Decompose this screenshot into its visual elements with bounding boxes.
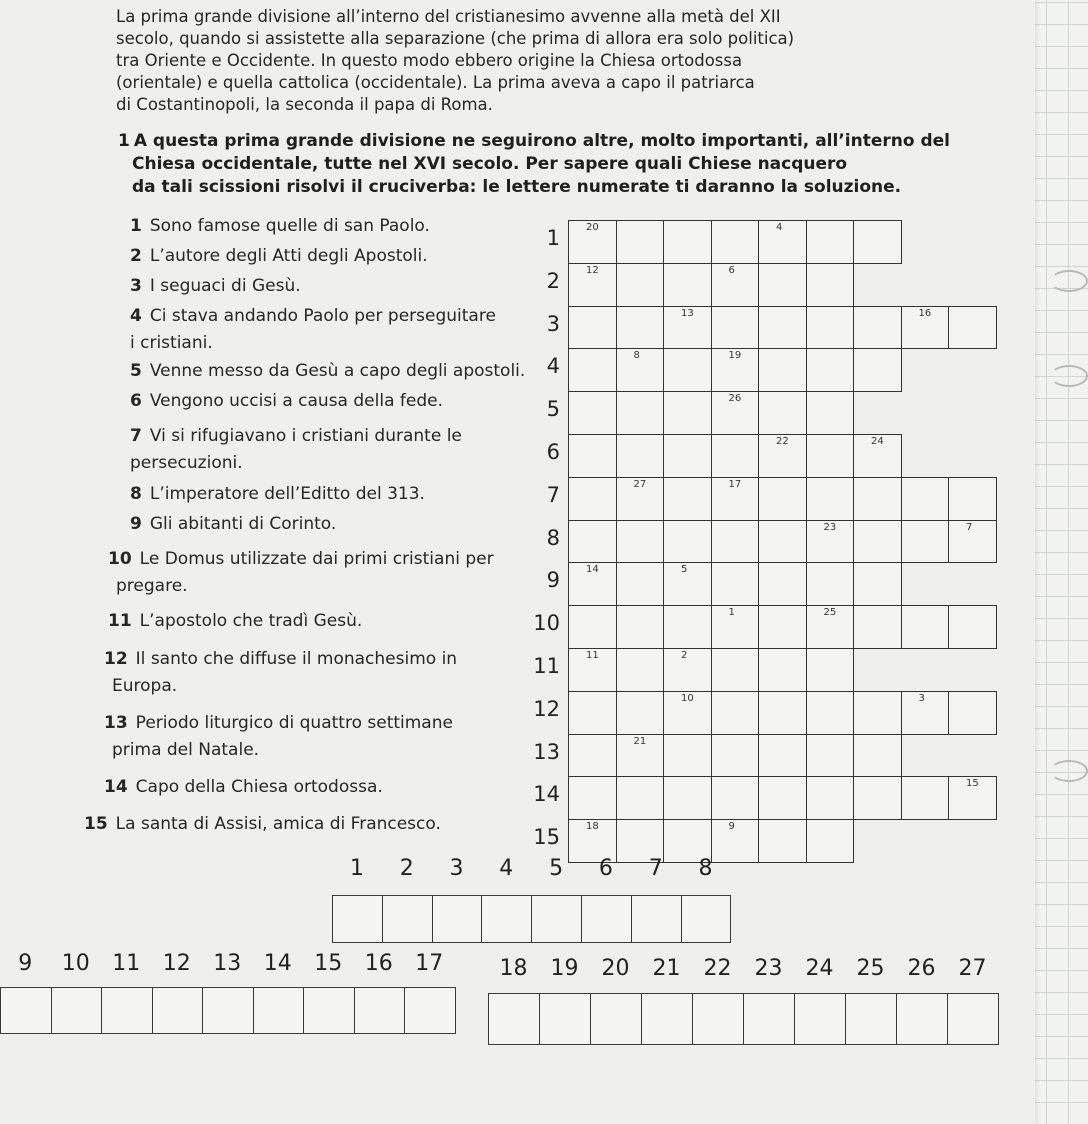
solution-word2-number: 9 — [18, 951, 33, 976]
solution-word1-box[interactable] — [631, 895, 682, 943]
crossword-cell[interactable] — [568, 391, 617, 435]
crossword-cell[interactable] — [758, 562, 807, 606]
crossword-cell[interactable] — [568, 520, 617, 564]
clue-text: Periodo liturgico di quattro settimane — [135, 713, 453, 733]
crossword-cell[interactable] — [616, 263, 665, 307]
notebook-spiral-ring — [1050, 760, 1088, 782]
clue-11 — [108, 610, 362, 633]
clue-12-cont: Europa. — [112, 676, 178, 696]
clue-number: 2 — [130, 246, 142, 266]
cell-letter-index: 21 — [633, 735, 647, 747]
crossword-cell[interactable] — [853, 520, 902, 564]
crossword-cell[interactable] — [663, 605, 712, 649]
solution-word3-number: 25 — [856, 956, 885, 981]
clue-text: L’imperatore dell’Editto del 313. — [149, 484, 425, 504]
crossword-cell[interactable] — [758, 734, 807, 778]
grid-row-number: 7 — [546, 482, 560, 507]
crossword-cell[interactable] — [663, 477, 712, 521]
cell-letter-index: 20 — [586, 222, 599, 233]
crossword-cell[interactable] — [663, 434, 712, 478]
clue-text: Venne messo da Gesù a capo degli apostoli. — [149, 361, 526, 381]
crossword-cell[interactable] — [758, 819, 807, 863]
solution-word1-box[interactable] — [481, 895, 532, 943]
grid-row-number: 13 — [533, 739, 560, 764]
cell-letter-index: 15 — [966, 778, 979, 790]
solution-word1-box[interactable] — [531, 895, 582, 943]
clue-4-cont: i cristiani. — [130, 333, 213, 353]
clue-number: 12 — [104, 649, 128, 669]
cell-letter-index: 9 — [728, 821, 735, 833]
cell-letter-index: 8 — [633, 350, 640, 362]
crossword-cell[interactable] — [853, 306, 902, 350]
crossword-cell[interactable] — [806, 648, 855, 692]
grid-row-number: 5 — [546, 397, 560, 422]
clue-13-cont: prima del Natale. — [112, 740, 260, 760]
cell-letter-index: 12 — [586, 264, 599, 276]
solution-word1-number: 5 — [549, 856, 564, 881]
crossword-cell[interactable] — [806, 391, 855, 435]
solution-word1-box[interactable] — [382, 895, 433, 943]
cell-letter-index: 5 — [681, 564, 688, 576]
crossword-cell[interactable] — [711, 734, 760, 778]
solution-word1-number: 3 — [449, 856, 464, 881]
crossword-cell[interactable] — [853, 220, 902, 264]
solution-word1-number: 6 — [598, 856, 613, 881]
clue-7-cont: persecuzioni. — [130, 453, 243, 473]
clue-number: 6 — [130, 391, 142, 411]
clue-6 — [130, 390, 443, 413]
crossword-cell[interactable] — [948, 691, 997, 735]
exercise-instructions — [118, 130, 988, 199]
solution-word3-box[interactable] — [743, 993, 795, 1045]
crossword-cell[interactable] — [853, 605, 902, 649]
solution-word3-number: 19 — [550, 956, 579, 981]
crossword-cell[interactable] — [758, 306, 807, 350]
cell-letter-index: 25 — [823, 607, 837, 619]
crossword-cell[interactable] — [758, 520, 807, 564]
intro-line: La prima grande divisione all’interno del cristianesimo avvenne alla metà del XII — [116, 7, 781, 26]
grid-row-number: 6 — [546, 440, 560, 464]
crossword-cell[interactable] — [616, 434, 665, 478]
clue-9 — [130, 513, 336, 536]
clue-number: 11 — [108, 611, 132, 631]
crossword-cell[interactable] — [568, 605, 617, 649]
grid-row-number: 4 — [546, 354, 560, 379]
solution-word3-number: 21 — [652, 956, 681, 981]
solution-word1-number: 7 — [648, 856, 663, 881]
crossword-cell[interactable] — [758, 263, 807, 307]
cell-letter-index: 11 — [586, 650, 599, 661]
crossword-cell[interactable] — [901, 520, 950, 564]
clue-text: Vengono uccisi a causa della fede. — [149, 391, 443, 411]
solution-word3-box[interactable] — [896, 993, 948, 1045]
crossword-cell[interactable] — [853, 691, 902, 735]
clue-1 — [130, 215, 430, 238]
cell-letter-index: 17 — [728, 478, 742, 490]
solution-word3-number: 24 — [805, 956, 834, 981]
solution-word2-number: 16 — [364, 951, 393, 976]
clue-number: 13 — [104, 713, 128, 733]
solution-word1-box[interactable] — [432, 895, 483, 943]
solution-word1-number: 4 — [499, 856, 514, 881]
clue-12 — [104, 648, 457, 671]
crossword-cell[interactable] — [663, 348, 712, 392]
cell-letter-index: 1 — [728, 607, 735, 619]
cell-letter-index: 13 — [681, 307, 694, 319]
cell-letter-index: 10 — [681, 692, 694, 704]
crossword-cell[interactable] — [616, 306, 665, 350]
cell-letter-index: 19 — [728, 350, 742, 362]
solution-word3-box[interactable] — [641, 993, 693, 1045]
crossword-cell[interactable] — [758, 648, 807, 692]
crossword-cell[interactable] — [616, 220, 665, 264]
exercise-number: 1 — [118, 131, 130, 151]
clue-text: I seguaci di Gesù. — [149, 276, 301, 296]
solution-word2-box[interactable] — [253, 987, 305, 1034]
intro-line: tra Oriente e Occidente. In questo modo ebbero origine la Chiesa ortodossa — [116, 51, 743, 70]
cell-letter-index: 4 — [776, 222, 783, 233]
crossword-cell[interactable] — [758, 691, 807, 735]
solution-word2-box[interactable] — [303, 987, 355, 1034]
crossword-cell[interactable] — [568, 691, 617, 735]
clue-10-cont: pregare. — [116, 576, 188, 596]
cell-letter-index: 16 — [918, 307, 932, 319]
solution-word3-number: 22 — [703, 956, 732, 981]
solution-word1-number: 1 — [349, 856, 364, 881]
crossword-cell[interactable] — [711, 648, 760, 692]
crossword-cell[interactable] — [806, 434, 855, 478]
clue-text: Capo della Chiesa ortodossa. — [135, 777, 383, 797]
crossword-cell[interactable] — [758, 391, 807, 435]
clue-number: 1 — [130, 216, 142, 236]
intro-line: secolo, quando si assistette alla separazione (che prima di allora era solo politica) — [116, 29, 795, 48]
clue-text: Sono famose quelle di san Paolo. — [149, 216, 430, 236]
clue-13 — [104, 712, 453, 735]
crossword-cell[interactable] — [806, 819, 855, 863]
crossword-cell[interactable] — [616, 648, 665, 692]
solution-word2-box[interactable] — [404, 987, 456, 1034]
cell-letter-index: 6 — [728, 264, 735, 276]
crossword-cell[interactable] — [616, 562, 665, 606]
solution-word2-box[interactable] — [354, 987, 406, 1034]
clue-number: 9 — [130, 514, 142, 534]
cell-letter-index: 14 — [586, 564, 599, 576]
crossword-cell[interactable] — [616, 391, 665, 435]
solution-word2-box[interactable] — [101, 987, 153, 1034]
intro-line: di Costantinopoli, la seconda il papa di Roma. — [116, 95, 493, 114]
clue-number: 3 — [130, 276, 142, 296]
grid-row-number: 8 — [546, 525, 560, 550]
cell-letter-index: 3 — [918, 692, 925, 704]
crossword-cell[interactable] — [948, 306, 997, 350]
cell-letter-index: 26 — [728, 393, 742, 405]
clue-2 — [130, 245, 428, 268]
clue-text: Gli abitanti di Corinto. — [149, 514, 337, 534]
crossword-cell[interactable] — [711, 220, 760, 264]
solution-word2-box[interactable] — [152, 987, 204, 1034]
crossword-cell[interactable] — [568, 734, 617, 778]
crossword-cell[interactable] — [663, 220, 712, 264]
crossword-cell[interactable] — [806, 734, 855, 778]
clue-number: 15 — [84, 814, 108, 834]
notebook-spiral-ring — [1050, 365, 1088, 387]
intro-paragraph — [116, 6, 956, 116]
solution-word3-box[interactable] — [539, 993, 591, 1045]
crossword-cell[interactable] — [806, 691, 855, 735]
grid-row-number: 3 — [546, 311, 560, 336]
crossword-cell[interactable] — [806, 776, 855, 820]
clue-number: 10 — [108, 549, 132, 569]
clue-8 — [130, 483, 425, 506]
clue-5 — [130, 360, 525, 383]
solution-word3-box[interactable] — [845, 993, 897, 1045]
clue-number: 14 — [104, 777, 128, 797]
crossword-cell[interactable] — [711, 520, 760, 564]
solution-word1-number: 2 — [399, 856, 414, 881]
clue-text: L’apostolo che tradì Gesù. — [139, 611, 363, 631]
solution-word3-box[interactable] — [488, 993, 540, 1045]
crossword-cell[interactable] — [853, 348, 902, 392]
solution-word2-box[interactable] — [0, 987, 52, 1034]
solution-word2-box[interactable] — [202, 987, 254, 1034]
clue-text: L’autore degli Atti degli Apostoli. — [149, 246, 428, 266]
clue-number: 8 — [130, 484, 142, 504]
solution-word2-number: 10 — [61, 951, 90, 976]
crossword-cell[interactable] — [901, 477, 950, 521]
clue-15 — [84, 813, 441, 836]
crossword-cell[interactable] — [711, 691, 760, 735]
clue-4 — [130, 305, 496, 328]
solution-word3-box[interactable] — [692, 993, 744, 1045]
solution-word3-box[interactable] — [947, 993, 999, 1045]
crossword-cell[interactable] — [806, 348, 855, 392]
crossword-cell[interactable] — [663, 734, 712, 778]
clue-text: La santa di Assisi, amica di Francesco. — [115, 814, 441, 834]
crossword-cell[interactable] — [758, 776, 807, 820]
solution-word3-number: 27 — [958, 956, 987, 981]
grid-row-number: 15 — [533, 825, 560, 850]
grid-row-number: 9 — [546, 568, 560, 593]
cell-letter-index: 18 — [586, 821, 599, 833]
exercise-line: A questa prima grande divisione ne seguirono altre, molto importanti, all’interno del — [133, 131, 950, 151]
crossword-cell[interactable] — [616, 605, 665, 649]
crossword-cell[interactable] — [663, 776, 712, 820]
crossword-cell[interactable] — [853, 477, 902, 521]
crossword-cell[interactable] — [711, 306, 760, 350]
grid-row-number: 12 — [533, 696, 560, 721]
intro-line: (orientale) e quella cattolica (occidentale). La prima aveva a capo il patriarca — [116, 73, 755, 92]
crossword-cell[interactable] — [806, 263, 855, 307]
solution-word2-number: 13 — [213, 951, 242, 976]
crossword-cell[interactable] — [568, 776, 617, 820]
clue-14 — [104, 776, 383, 799]
crossword-cell[interactable] — [711, 434, 760, 478]
solution-word3-box[interactable] — [590, 993, 642, 1045]
crossword-cell[interactable] — [853, 562, 902, 606]
clue-7 — [130, 425, 462, 448]
grid-row-number: 2 — [546, 268, 560, 293]
crossword-cell[interactable] — [806, 306, 855, 350]
solution-word3-number: 26 — [907, 956, 936, 981]
clue-number: 4 — [130, 306, 142, 326]
cell-letter-index: 27 — [633, 478, 647, 490]
solution-word1-number: 8 — [698, 856, 713, 881]
crossword-cell[interactable] — [711, 776, 760, 820]
cell-letter-index: 24 — [871, 436, 884, 447]
crossword-cell[interactable] — [853, 734, 902, 778]
solution-word2-box[interactable] — [51, 987, 103, 1034]
clue-10 — [108, 548, 494, 571]
clue-number: 7 — [130, 426, 142, 446]
solution-word3-box[interactable] — [794, 993, 846, 1045]
crossword-cell[interactable] — [568, 306, 617, 350]
solution-word2-number: 12 — [162, 951, 191, 976]
crossword-cell[interactable] — [616, 520, 665, 564]
clue-text: Ci stava andando Paolo per perseguitare — [149, 306, 496, 326]
solution-word3-number: 20 — [601, 956, 630, 981]
clue-text: Il santo che diffuse il monachesimo in — [135, 649, 458, 669]
clue-3 — [130, 275, 301, 298]
grid-row-number: 1 — [546, 226, 560, 250]
crossword-cell[interactable] — [758, 605, 807, 649]
cell-letter-index: 22 — [776, 436, 789, 447]
exercise-line: da tali scissioni risolvi il cruciverba: le lettere numerate ti daranno la soluzione. — [132, 177, 902, 197]
cell-letter-index: 23 — [823, 521, 837, 533]
crossword-cell[interactable] — [806, 477, 855, 521]
clue-text: Vi si rifugiavano i cristiani durante le — [149, 426, 462, 446]
crossword-cell[interactable] — [616, 776, 665, 820]
solution-word2-number: 14 — [263, 951, 292, 976]
solution-word3-number: 23 — [754, 956, 783, 981]
crossword-cell[interactable] — [948, 477, 997, 521]
grid-row-number: 14 — [533, 782, 560, 807]
notebook-spiral-ring — [1050, 270, 1088, 292]
crossword-cell[interactable] — [806, 562, 855, 606]
solution-word2-number: 11 — [112, 951, 141, 976]
solution-word1-box[interactable] — [681, 895, 732, 943]
cell-letter-index: 2 — [681, 650, 688, 661]
crossword-cell[interactable] — [663, 391, 712, 435]
crossword-cell[interactable] — [663, 263, 712, 307]
grid-row-number: 11 — [533, 654, 560, 678]
crossword-cell[interactable] — [568, 434, 617, 478]
solution-word2-number: 17 — [415, 951, 444, 976]
cell-letter-index: 7 — [966, 521, 973, 533]
solution-word3-number: 18 — [499, 956, 528, 981]
crossword-cell[interactable] — [901, 605, 950, 649]
clue-text: Le Domus utilizzate dai primi cristiani per — [139, 549, 494, 569]
crossword-cell[interactable] — [758, 348, 807, 392]
solution-word2-number: 15 — [314, 951, 343, 976]
exercise-line: Chiesa occidentale, tutte nel XVI secolo. Per sapere quali Chiese nacquero — [132, 154, 848, 174]
crossword-cell[interactable] — [616, 691, 665, 735]
crossword-cell[interactable] — [901, 776, 950, 820]
crossword-cell[interactable] — [758, 477, 807, 521]
grid-row-number: 10 — [533, 611, 560, 636]
crossword-cell[interactable] — [853, 776, 902, 820]
solution-word1-box[interactable] — [581, 895, 632, 943]
clue-number: 5 — [130, 361, 142, 381]
solution-word1-box[interactable] — [332, 895, 383, 943]
crossword-cell[interactable] — [711, 562, 760, 606]
crossword-cell[interactable] — [948, 605, 997, 649]
crossword-cell[interactable] — [806, 220, 855, 264]
crossword-cell[interactable] — [568, 477, 617, 521]
crossword-cell[interactable] — [663, 520, 712, 564]
crossword-cell[interactable] — [568, 348, 617, 392]
